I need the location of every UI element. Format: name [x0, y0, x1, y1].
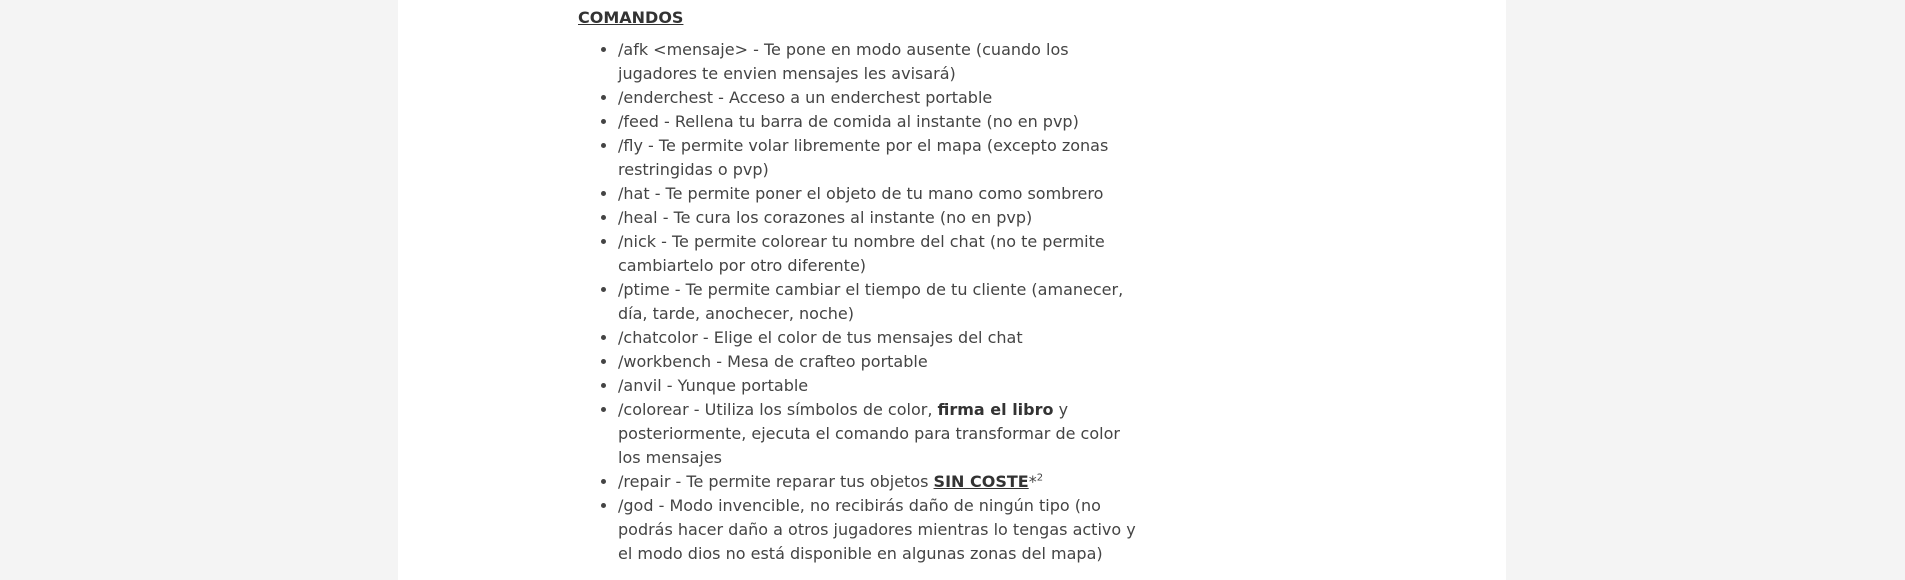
command-text: /repair - Te permite reparar tus objetos	[618, 472, 934, 491]
command-item-repair	[618, 470, 1138, 494]
commands-heading: COMANDOS	[578, 8, 684, 27]
command-item-chatcolor: • /chatcolor - Elige el color de tus mensajes del chat	[618, 326, 1138, 350]
command-item-nick: • /nick - Te permite colorear tu nombre del chat (no te permite cambiartelo por otro diferente)	[618, 230, 1138, 278]
command-text: y posteriormente, ejecuta el comando para transformar de color los mensajes	[618, 400, 1120, 467]
command-item-afk: • /afk <mensaje> - Te pone en modo ausente (cuando los jugadores te envien mensajes les avisará)	[618, 38, 1138, 86]
bold-underlined-phrase: SIN COSTE	[933, 472, 1029, 491]
content-panel	[398, 0, 1506, 580]
bold-phrase: firma el libro	[937, 400, 1054, 419]
footnote-number: 2	[1036, 472, 1044, 484]
command-item-heal: • /heal - Te cura los corazones al instante (no en pvp)	[618, 206, 1138, 230]
commands-list	[578, 38, 1138, 566]
command-item-colorear	[618, 398, 1138, 470]
command-item-ptime: • /ptime - Te permite cambiar el tiempo de tu cliente (amanecer, día, tarde, anochecer, noche)	[618, 278, 1138, 326]
command-item-fly: • /fly - Te permite volar libremente por el mapa (excepto zonas restringidas o pvp)	[618, 134, 1138, 182]
command-item-feed: • /feed - Rellena tu barra de comida al instante (no en pvp)	[618, 110, 1138, 134]
command-item-god: • /god - Modo invencible, no recibirás daño de ningún tipo (no podrás hacer daño a otros jugadores mientras lo tengas activo y el modo dios no está disponible en algunas zonas del mapa)	[618, 494, 1138, 566]
command-item-hat: • /hat - Te permite poner el objeto de tu mano como sombrero	[618, 182, 1138, 206]
asterisk-mark: *	[1028, 472, 1037, 491]
command-item-workbench: • /workbench - Mesa de crafteo portable	[618, 350, 1138, 374]
command-item-enderchest: • /enderchest - Acceso a un enderchest portable	[618, 86, 1138, 110]
command-text: /colorear - Utiliza los símbolos de color,	[618, 400, 938, 419]
command-item-anvil: • /anvil - Yunque portable	[618, 374, 1138, 398]
